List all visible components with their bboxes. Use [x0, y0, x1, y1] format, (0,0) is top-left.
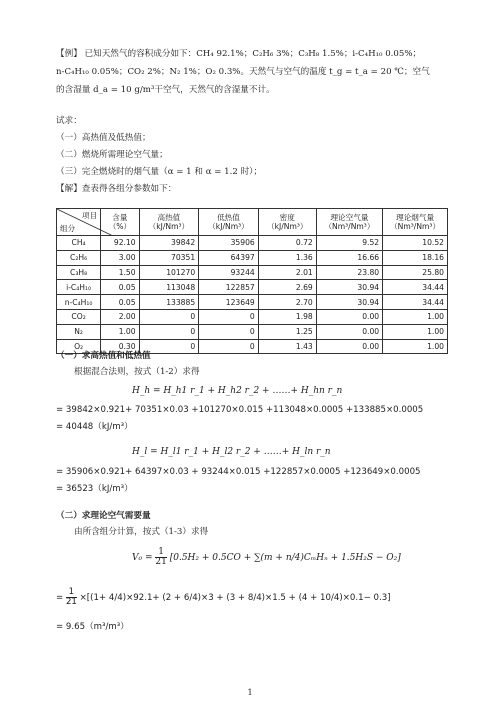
low-heat-formula: H_l = H_l1 r_1 + H_l2 r_2 + ……+ H_ln r_n — [132, 447, 331, 457]
part-1-rule: 根据混合法则，按式（1-2）求得 — [74, 367, 200, 377]
table-cell: 0.00 — [316, 339, 382, 354]
corner-label-item: 项目 — [81, 211, 98, 220]
table-row — [57, 236, 448, 251]
part-2-rule: 由所含组分计算，按式（1-3）求得 — [74, 527, 209, 537]
table-header-row — [57, 209, 448, 236]
table-cell: 133885 — [139, 295, 199, 310]
question-3: （三）完全燃烧时的烟气量（α = 1 和 α = 1.2 时）； — [56, 167, 263, 177]
table-cell: 1.36 — [258, 250, 316, 265]
table-cell: 16.66 — [316, 250, 382, 265]
table-cell: 2.70 — [258, 295, 316, 310]
table-cell: 1.00 — [101, 324, 139, 339]
component-parameter-table — [56, 208, 448, 354]
high-heat-formula: H_h = H_h1 r_1 + H_h2 r_2 + ……+ H_hn r_n — [132, 386, 343, 396]
table-corner-header — [57, 209, 101, 236]
ask-title: 试求： — [56, 116, 82, 126]
part-1-title: （一）求高热值和低热值 — [56, 351, 151, 361]
table-cell: 92.10 — [101, 236, 139, 251]
table-cell: 0 — [139, 324, 199, 339]
page-number: 1 — [247, 688, 253, 697]
table-row — [57, 309, 448, 324]
table-cell: 0 — [199, 309, 259, 324]
table-cell: 1.98 — [258, 309, 316, 324]
part-2-title: （二）求理论空气需要量 — [56, 511, 151, 521]
table-cell: 34.44 — [383, 295, 448, 310]
question-1: （一）高热值及低热值； — [56, 133, 151, 143]
solution-intro: 【解】查表得各组分参数如下： — [56, 184, 177, 194]
table-cell: 3.00 — [101, 250, 139, 265]
component-name-cell: O₂ — [57, 339, 101, 354]
table-cell: 1.00 — [383, 339, 448, 354]
component-name-cell: i-C₄H₁₀ — [57, 280, 101, 295]
fraction-1-over-21: $\frac{1}{21}$ — [155, 547, 167, 567]
table-cell: 93244 — [199, 265, 259, 280]
table-cell: 1.50 — [101, 265, 139, 280]
theoretical-air-result: = 9.65（m³/m³） — [56, 622, 129, 632]
intro-line-1: 【例】 已知天然气的容积成分如下：CH₄ 92.1%；C₂H₆ 3%；C₃H₈ 1.5%；i-C₄H₁₀ 0.05%； — [56, 49, 422, 59]
table-cell: 0.05 — [101, 295, 139, 310]
table-cell: 34.44 — [383, 280, 448, 295]
table-cell: 2.69 — [258, 280, 316, 295]
column-header: 低热值 （kJ/Nm³） — [199, 209, 259, 236]
table-cell: 113048 — [139, 280, 199, 295]
table-cell: 23.80 — [316, 265, 382, 280]
component-name-cell: CO₂ — [57, 309, 101, 324]
table-cell: 39842 — [139, 236, 199, 251]
corner-label-component: 组分 — [60, 223, 76, 233]
table-cell: 10.52 — [383, 236, 448, 251]
table-cell: 0 — [199, 339, 259, 354]
table-cell: 30.94 — [316, 295, 382, 310]
table-cell: 122857 — [199, 280, 259, 295]
table-cell: 101270 — [139, 265, 199, 280]
table-cell: 25.80 — [383, 265, 448, 280]
table-cell: 1.00 — [383, 309, 448, 324]
table-cell: 0.00 — [316, 324, 382, 339]
table-cell: 0 — [199, 324, 259, 339]
table-cell: 0.05 — [101, 280, 139, 295]
component-name-cell: CH₄ — [57, 236, 101, 251]
table-cell: 0 — [139, 339, 199, 354]
table-cell: 0 — [139, 309, 199, 324]
table-cell: 2.01 — [258, 265, 316, 280]
table-cell: 0.72 — [258, 236, 316, 251]
question-2: （二）燃烧所需理论空气量； — [56, 150, 168, 160]
table-cell: 123649 — [199, 295, 259, 310]
component-name-cell: C₂H₆ — [57, 250, 101, 265]
table-cell: 9.52 — [316, 236, 382, 251]
table-row — [57, 295, 448, 310]
table-cell: 1.00 — [383, 324, 448, 339]
table-cell: 70351 — [139, 250, 199, 265]
low-heat-calculation: = 35906×0.921+ 64397×0.03 + 93244×0.015 +122857×0.0005 +123649×0.0005 — [56, 467, 421, 477]
column-header: 理论空气量 （Nm³/Nm³） — [316, 209, 382, 236]
component-name-cell: N₂ — [57, 324, 101, 339]
component-name-cell: C₃H₈ — [57, 265, 101, 280]
table-row — [57, 280, 448, 295]
intro-line-2: n-C₄H₁₀ 0.05%；CO₂ 2%；N₂ 1%；O₂ 0.3%。天然气与空气的温度 t_g = t_a = 20 ℃；空气 — [56, 67, 430, 77]
table-cell: 64397 — [199, 250, 259, 265]
component-name-cell: n-C₄H₁₀ — [57, 295, 101, 310]
table-row — [57, 250, 448, 265]
table-cell: 0.30 — [101, 339, 139, 354]
intro-line-3: 的含湿量 d_a = 10 g/m³干空气，天然气的含湿量不计。 — [56, 85, 275, 95]
column-header: 理论烟气量 （Nm³/Nm³） — [383, 209, 448, 236]
high-heat-result: = 40448（kJ/m³） — [56, 422, 133, 432]
table-cell: 30.94 — [316, 280, 382, 295]
table-cell: 1.43 — [258, 339, 316, 354]
fraction-1-over-21: $\frac{1}{21}$ — [65, 587, 77, 607]
theoretical-air-formula: V₀ = $\frac{1}{21}$ [0.5H₂ + 0.5CO + ∑(m + n/4)CₘHₙ + 1.5H₂S − O₂] — [132, 547, 401, 567]
table-row — [57, 265, 448, 280]
column-header: 含量 （%） — [101, 209, 139, 236]
column-header: 高热值 （kJ/Nm³） — [139, 209, 199, 236]
theoretical-air-calculation: = $\frac{1}{21}$ ×[(1+ 4/4)×92.1+ (2 + 6/4)×3 + (3 + 8/4)×1.5 + (4 + 10/4)×0.1− 0.3] — [56, 587, 391, 607]
table-cell: 18.16 — [383, 250, 448, 265]
table-row — [57, 324, 448, 339]
high-heat-calculation: = 39842×0.921+ 70351×0.03 +101270×0.015 +113048×0.0005 +133885×0.0005 — [56, 405, 424, 415]
table-cell: 1.25 — [258, 324, 316, 339]
table-cell: 35906 — [199, 236, 259, 251]
table-cell: 2.00 — [101, 309, 139, 324]
column-header: 密度 （kJ/Nm³） — [258, 209, 316, 236]
low-heat-result: = 36523（kJ/m³） — [56, 484, 133, 494]
table-cell: 0.00 — [316, 309, 382, 324]
